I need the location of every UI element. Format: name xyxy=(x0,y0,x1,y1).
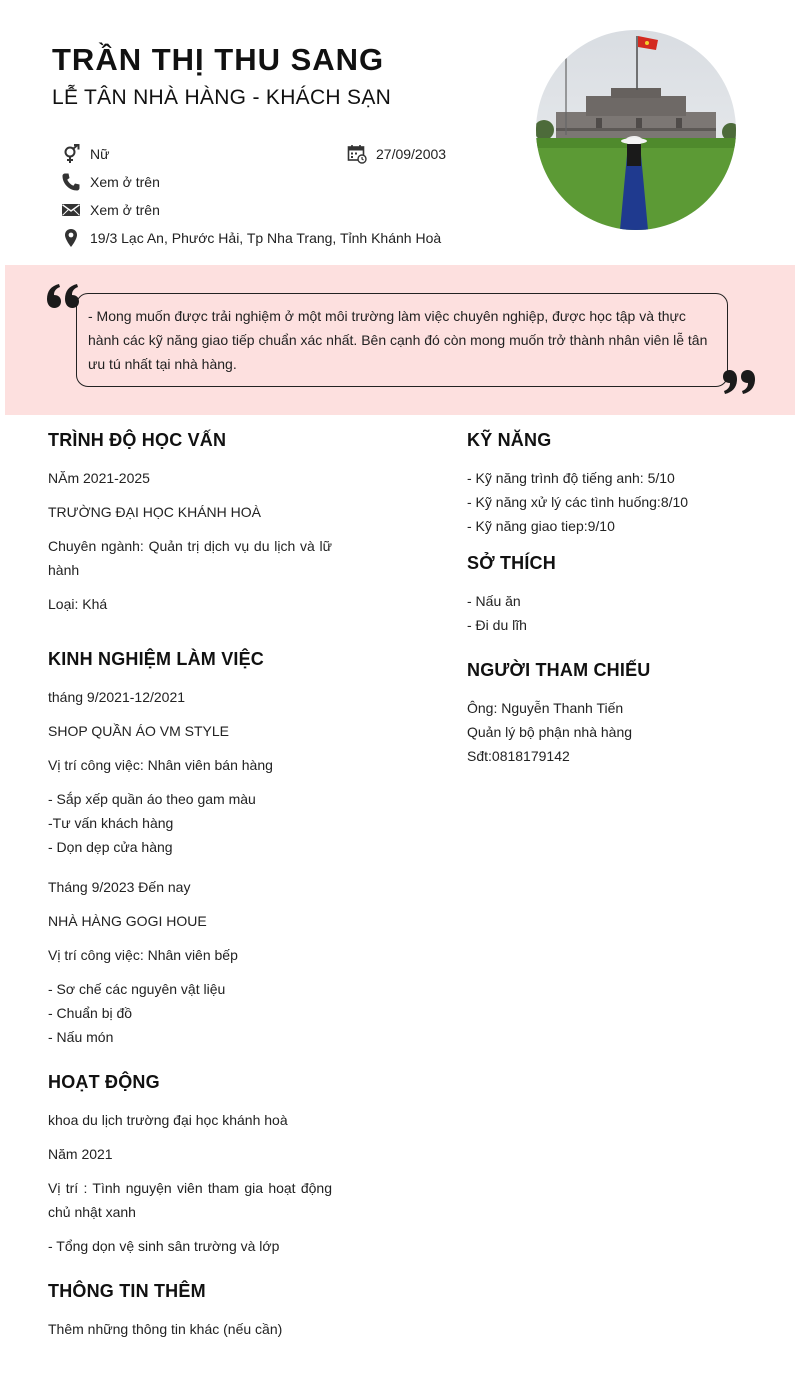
activities-organization: khoa du lịch trường đại học khánh hoà xyxy=(48,1112,288,1128)
phone-value: Xem ở trên xyxy=(90,174,160,190)
address-value: 19/3 Lạc An, Phước Hải, Tp Nha Trang, Tỉnh Khánh Hoà xyxy=(90,230,442,246)
experience-title: KINH NGHIỆM LÀM VIỆC xyxy=(48,649,265,669)
birthday-row xyxy=(346,143,446,165)
email-value: Xem ở trên xyxy=(90,202,160,218)
education-period: NĂm 2021-2025 xyxy=(48,470,150,486)
gender-value: Nữ xyxy=(90,146,110,162)
job-2-task: - Nấu món xyxy=(48,1029,114,1045)
skill-item: - Kỹ năng giao tiep:9/10 xyxy=(467,518,615,534)
job-2-task: - Chuẩn bị đồ xyxy=(48,1005,133,1021)
email-row xyxy=(60,199,160,221)
reference-title: NGƯỜI THAM CHIẾU xyxy=(467,660,651,680)
calendar-icon xyxy=(346,143,368,165)
candidate-name: TRẦN THỊ THU SANG xyxy=(52,42,385,77)
reference-item: Sđt:0818179142 xyxy=(467,748,570,764)
job-1-task: - Sắp xếp quần áo theo gam màu xyxy=(48,791,256,807)
job-1-task: - Dọn dẹp cửa hàng xyxy=(48,839,173,855)
hobby-item: - Nấu ăn xyxy=(467,593,521,609)
skill-item: - Kỹ năng trình độ tiếng anh: 5/10 xyxy=(467,470,675,486)
email-icon xyxy=(60,199,82,221)
address-row xyxy=(60,227,441,249)
activities-task: - Tổng dọn vệ sinh sân trường và lớp xyxy=(48,1238,280,1254)
reference-item: Ông: Nguyễn Thanh Tiến xyxy=(467,700,624,716)
activities-role: Vị trí : Tình nguyện viên tham gia hoạt động chủ nhật xanh xyxy=(48,1180,332,1220)
reference-item: Quản lý bộ phận nhà hàng xyxy=(467,724,633,740)
job-2-company: NHÀ HÀNG GOGI HOUE xyxy=(48,913,207,929)
additional-text: Thêm những thông tin khác (nếu cần) xyxy=(48,1321,283,1337)
skill-item: - Kỹ năng xử lý các tình huống:8/10 xyxy=(467,494,689,510)
cv-header xyxy=(0,0,800,265)
job-2-period: Tháng 9/2023 Đến nay xyxy=(48,879,191,895)
gender-icon xyxy=(60,143,82,165)
education-title: TRÌNH ĐỘ HỌC VẤN xyxy=(48,430,227,450)
job-title: LỄ TÂN NHÀ HÀNG - KHÁCH SẠN xyxy=(52,86,392,109)
phone-icon xyxy=(60,171,82,193)
education-grade: Loại: Khá xyxy=(48,596,108,612)
job-1-position: Vị trí công việc: Nhân viên bán hàng xyxy=(48,757,273,773)
location-icon xyxy=(60,227,82,249)
education-school: TRƯỜNG ĐẠI HỌC KHÁNH HOÀ xyxy=(48,504,261,520)
quote-close-icon xyxy=(722,369,758,395)
birthday-value: 27/09/2003 xyxy=(376,146,447,162)
job-1-task: -Tư vấn khách hàng xyxy=(48,815,174,831)
job-1-period: tháng 9/2021-12/2021 xyxy=(48,689,186,705)
job-2-position: Vị trí công việc: Nhân viên bếp xyxy=(48,947,238,963)
gender-row xyxy=(60,143,109,165)
activities-year: Năm 2021 xyxy=(48,1146,113,1162)
job-1-company: SHOP QUẦN ÁO VM STYLE xyxy=(48,723,230,739)
phone-row xyxy=(60,171,160,193)
objective-text: - Mong muốn được trải nghiệm ở một môi trường làm việc chuyên nghiệp, được học tập và thực hành các kỹ năng giao tiếp chuẩn xác nhất. Bên cạnh đó còn mong muốn trở thành nhân viên lễ tân ưu tú nhất tại nhà hàng. xyxy=(88,308,708,372)
hobbies-title: SỞ THÍCH xyxy=(467,553,556,573)
job-2-task: - Sơ chế các nguyên vật liệu xyxy=(48,981,226,997)
activities-title: HOẠT ĐỘNG xyxy=(48,1072,160,1092)
profile-photo xyxy=(536,30,736,230)
additional-title: THÔNG TIN THÊM xyxy=(48,1281,206,1301)
education-major: Chuyên ngành: Quản trị dịch vụ du lịch và lữ hành xyxy=(48,538,332,578)
hobby-item: - Đi du lĩh xyxy=(467,617,527,633)
quote-open-icon xyxy=(46,283,82,309)
skills-title: KỸ NĂNG xyxy=(467,430,552,450)
